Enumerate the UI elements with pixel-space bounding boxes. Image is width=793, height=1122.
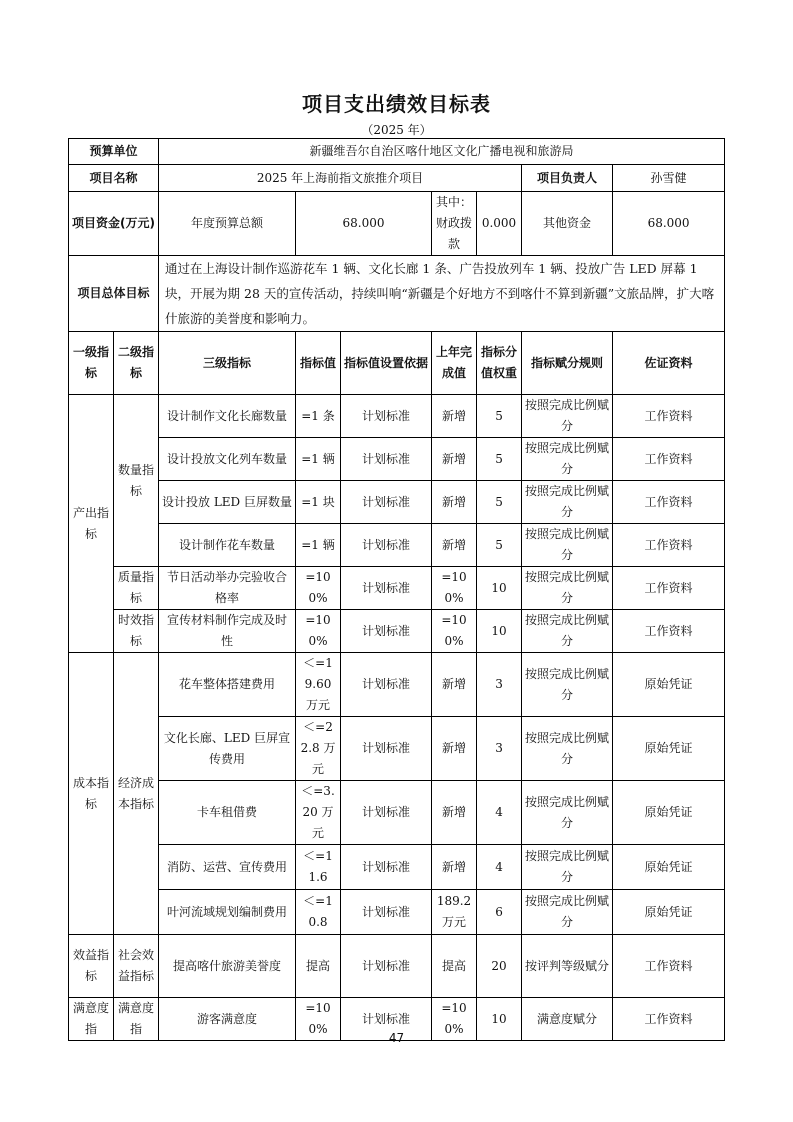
indicator-name: 花车整体搭建费用 — [159, 653, 296, 717]
other-funds-label-cell — [522, 192, 613, 256]
indicator-name: 设计制作花车数量 — [159, 524, 296, 567]
goal-row — [69, 256, 725, 332]
other-funds-amount: 68.000 — [647, 216, 690, 230]
annual-budget-label: 年度预算总额 — [159, 192, 296, 256]
table-row — [69, 524, 725, 567]
indicator-evidence: 工作资料 — [613, 998, 725, 1041]
indicator-value: ＜=3.20 万元 — [296, 781, 341, 845]
indicator-evidence: 原始凭证 — [613, 653, 725, 717]
indicator-rule: 按照完成比例赋分 — [522, 481, 613, 524]
indicator-rule: 按评判等级赋分 — [522, 935, 613, 998]
group-quality: 质量指标 — [114, 567, 159, 610]
indicator-evidence: 原始凭证 — [613, 890, 725, 935]
group-satisfaction: 满意度指 — [69, 998, 114, 1041]
budget-unit-row — [69, 139, 725, 165]
indicator-name: 游客满意度 — [159, 998, 296, 1041]
indicator-rule: 按照完成比例赋分 — [522, 395, 613, 438]
table-row — [69, 481, 725, 524]
group-benefit: 效益指标 — [69, 935, 114, 998]
other-funds-label: 其他资金 — [543, 216, 592, 230]
indicator-last: 新增 — [432, 845, 477, 890]
funds-row — [69, 192, 725, 256]
indicator-rule: 按照完成比例赋分 — [522, 781, 613, 845]
indicator-last: =100% — [432, 610, 477, 653]
indicator-value: ＜=22.8 万元 — [296, 717, 341, 781]
indicator-value: =100% — [296, 567, 341, 610]
table-row — [69, 845, 725, 890]
indicator-last: 新增 — [432, 524, 477, 567]
table-row — [69, 438, 725, 481]
table-row — [69, 610, 725, 653]
column-header: 指标值 — [296, 332, 341, 395]
indicator-basis: 计划标准 — [341, 845, 432, 890]
column-header: 上年完成值 — [432, 332, 477, 395]
indicator-last: 新增 — [432, 717, 477, 781]
leader-value: 孙雪健 — [613, 165, 725, 192]
performance-table — [68, 138, 725, 1041]
indicator-name: 设计投放 LED 巨屏数量 — [159, 481, 296, 524]
indicator-weight: 5 — [477, 481, 522, 524]
indicator-weight: 6 — [477, 890, 522, 935]
indicator-rule: 按照完成比例赋分 — [522, 890, 613, 935]
budget-unit-label: 预算单位 — [69, 139, 159, 165]
indicator-weight: 20 — [477, 935, 522, 998]
indicator-name: 文化长廊、LED 巨屏宣传费用 — [159, 717, 296, 781]
indicator-evidence: 工作资料 — [613, 567, 725, 610]
indicator-weight: 3 — [477, 653, 522, 717]
indicator-weight: 5 — [477, 524, 522, 567]
indicator-evidence: 工作资料 — [613, 438, 725, 481]
goal-text: 通过在上海设计制作巡游花车 1 辆、文化长廊 1 条、广告投放列车 1 辆、投放广告 LED 屏幕 1 块，开展为期 28 天的宣传活动，持续叫响“新疆是个好地方不到喀什不算到新疆”文旅品牌，扩大喀什旅游的美誉度和影响力。 — [159, 256, 725, 332]
column-header-row — [69, 332, 725, 395]
indicator-name: 宣传材料制作完成及时性 — [159, 610, 296, 653]
indicator-value: =100% — [296, 610, 341, 653]
indicator-value: =1 辆 — [296, 438, 341, 481]
group-cost: 成本指标 — [69, 653, 114, 935]
table-row — [69, 717, 725, 781]
group-output: 产出指标 — [69, 395, 114, 653]
indicator-weight: 10 — [477, 610, 522, 653]
indicator-weight: 3 — [477, 717, 522, 781]
goal-label: 项目总体目标 — [69, 256, 159, 332]
indicator-value: ＜=10.8 — [296, 890, 341, 935]
table-row — [69, 395, 725, 438]
indicator-basis: 计划标准 — [341, 781, 432, 845]
indicator-rule: 按照完成比例赋分 — [522, 524, 613, 567]
indicator-basis: 计划标准 — [341, 717, 432, 781]
project-name-row — [69, 165, 725, 192]
indicator-basis: 计划标准 — [341, 890, 432, 935]
indicator-last: 新增 — [432, 781, 477, 845]
indicator-basis: 计划标准 — [341, 935, 432, 998]
indicator-rule: 按照完成比例赋分 — [522, 845, 613, 890]
indicator-name: 设计投放文化列车数量 — [159, 438, 296, 481]
table-row — [69, 567, 725, 610]
indicator-weight: 10 — [477, 998, 522, 1041]
indicator-basis: 计划标准 — [341, 524, 432, 567]
group-timeliness: 时效指标 — [114, 610, 159, 653]
indicator-weight: 4 — [477, 781, 522, 845]
fiscal-value: 0.000 — [477, 192, 522, 256]
group-economic-cost: 经济成本指标 — [114, 653, 159, 935]
indicator-basis: 计划标准 — [341, 567, 432, 610]
indicator-last: 189.2 万元 — [432, 890, 477, 935]
indicator-value: =1 辆 — [296, 524, 341, 567]
indicator-name: 节日活动举办完验收合格率 — [159, 567, 296, 610]
indicator-name: 提高喀什旅游美誉度 — [159, 935, 296, 998]
column-header: 指标分值权重 — [477, 332, 522, 395]
indicator-evidence: 原始凭证 — [613, 717, 725, 781]
indicator-value: =1 块 — [296, 481, 341, 524]
table-row — [69, 781, 725, 845]
indicator-last: =100% — [432, 998, 477, 1041]
indicator-basis: 计划标准 — [341, 438, 432, 481]
table-row — [69, 935, 725, 998]
indicator-evidence: 工作资料 — [613, 610, 725, 653]
indicator-basis: 计划标准 — [341, 653, 432, 717]
indicator-evidence: 工作资料 — [613, 935, 725, 998]
project-name-label: 项目名称 — [69, 165, 159, 192]
indicator-evidence: 原始凭证 — [613, 845, 725, 890]
indicator-value: =100% — [296, 998, 341, 1041]
indicator-basis: 计划标准 — [341, 610, 432, 653]
indicator-name: 设计制作文化长廊数量 — [159, 395, 296, 438]
page-title: 项目支出绩效目标表 — [302, 92, 491, 116]
indicator-weight: 4 — [477, 845, 522, 890]
indicator-last: 新增 — [432, 653, 477, 717]
annual-budget-value: 68.000 — [296, 192, 432, 256]
indicator-rule: 按照完成比例赋分 — [522, 717, 613, 781]
indicator-basis: 计划标准 — [341, 395, 432, 438]
budget-unit-value: 新疆维吾尔自治区喀什地区文化广播电视和旅游局 — [159, 139, 725, 165]
column-header: 二级指标 — [114, 332, 159, 395]
column-header: 佐证资料 — [613, 332, 725, 395]
indicator-last: =100% — [432, 567, 477, 610]
indicator-value: ＜=19.60 万元 — [296, 653, 341, 717]
group-satisfaction-sub: 满意度指 — [114, 998, 159, 1041]
indicator-value: 提高 — [296, 935, 341, 998]
column-header: 指标值设置依据 — [341, 332, 432, 395]
indicator-weight: 5 — [477, 395, 522, 438]
indicator-last: 新增 — [432, 395, 477, 438]
other-funds-value — [613, 192, 725, 256]
indicator-rule: 满意度赋分 — [522, 998, 613, 1041]
leader-label: 项目负责人 — [522, 165, 613, 192]
indicator-basis: 计划标准 — [341, 481, 432, 524]
indicator-last: 提高 — [432, 935, 477, 998]
column-header: 指标赋分规则 — [522, 332, 613, 395]
indicator-evidence: 工作资料 — [613, 481, 725, 524]
indicator-last: 新增 — [432, 438, 477, 481]
indicator-evidence: 工作资料 — [613, 524, 725, 567]
group-quantity: 数量指标 — [114, 395, 159, 567]
indicator-evidence: 原始凭证 — [613, 781, 725, 845]
indicator-basis: 计划标准 — [341, 998, 432, 1041]
indicator-rule: 按照完成比例赋分 — [522, 610, 613, 653]
indicator-name: 消防、运营、宣传费用 — [159, 845, 296, 890]
column-header: 三级指标 — [159, 332, 296, 395]
table-row — [69, 653, 725, 717]
funds-label: 项目资金(万元) — [69, 192, 159, 256]
indicator-weight: 5 — [477, 438, 522, 481]
indicator-value: =1 条 — [296, 395, 341, 438]
page-number: 47 — [388, 1031, 405, 1045]
project-name-value: 2025 年上海前指文旅推介项目 — [159, 165, 522, 192]
indicator-rule: 按照完成比例赋分 — [522, 567, 613, 610]
indicator-evidence: 工作资料 — [613, 395, 725, 438]
group-social-benefit: 社会效益指标 — [114, 935, 159, 998]
indicator-rule: 按照完成比例赋分 — [522, 653, 613, 717]
indicator-value: ＜=11.6 — [296, 845, 341, 890]
table-row — [69, 890, 725, 935]
indicator-rule: 按照完成比例赋分 — [522, 438, 613, 481]
indicator-name: 卡车租借费 — [159, 781, 296, 845]
fiscal-label: 其中：财政拨款 — [432, 192, 477, 256]
indicator-last: 新增 — [432, 481, 477, 524]
indicator-name: 叶河流域规划编制费用 — [159, 890, 296, 935]
column-header: 一级指标 — [69, 332, 114, 395]
indicator-weight: 10 — [477, 567, 522, 610]
year-subtitle: （2025 年） — [361, 123, 432, 137]
